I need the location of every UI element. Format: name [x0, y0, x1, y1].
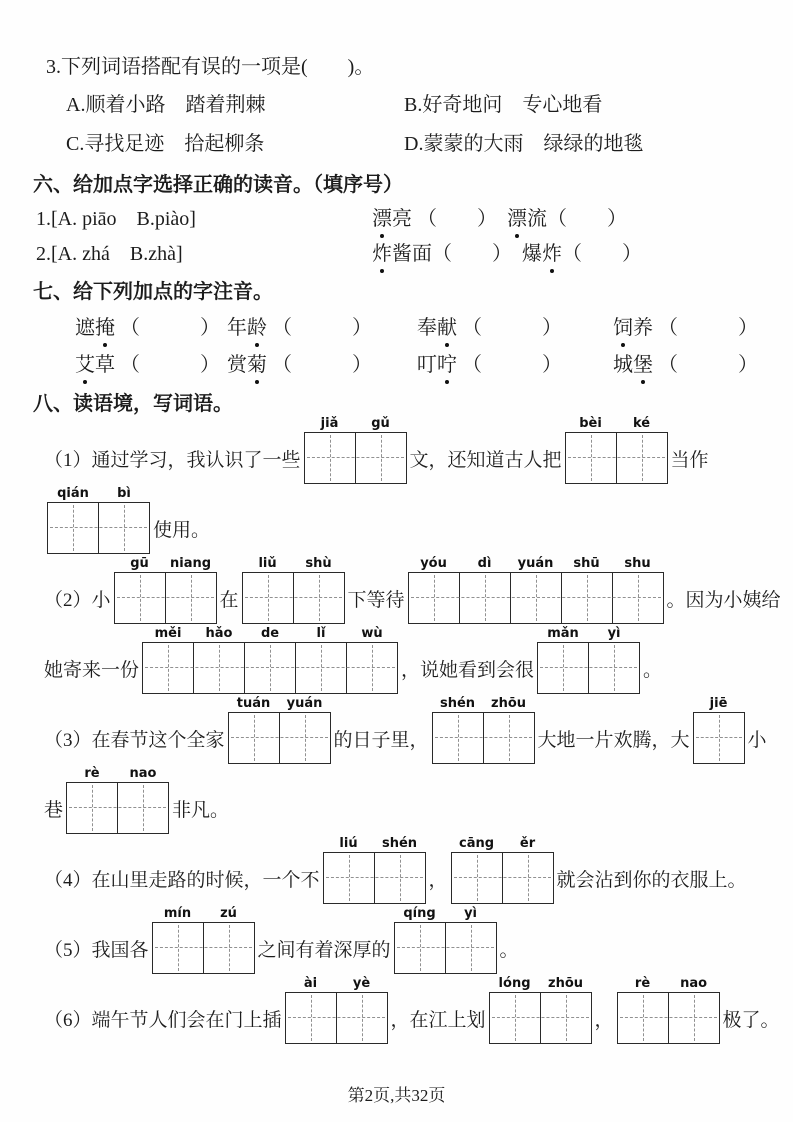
- writing-cell[interactable]: [67, 766, 117, 833]
- pinyin-label: nao: [129, 766, 157, 781]
- pinyin-label: ài: [303, 976, 318, 991]
- pinyin-label: gū: [130, 556, 149, 571]
- annotate-item: [417, 314, 613, 342]
- text-run: 奉: [417, 317, 437, 339]
- pinyin-label: nao: [680, 976, 708, 991]
- writing-cell[interactable]: [336, 976, 387, 1043]
- dotted-character: 堡: [633, 351, 653, 379]
- writing-cell[interactable]: [374, 836, 425, 903]
- text-run: （6）端午节人们会在门上插: [44, 1009, 282, 1031]
- pinyin-label: shù: [305, 556, 332, 571]
- writing-boxes-rè-nao[interactable]: [66, 766, 169, 834]
- pinyin-label: shén: [381, 836, 418, 851]
- pinyin-label: bì: [117, 486, 131, 501]
- pinyin-label: liú: [339, 836, 358, 851]
- writing-cell[interactable]: [540, 976, 591, 1043]
- dotted-character: 献: [437, 314, 457, 342]
- text-run: （ ）: [267, 354, 372, 376]
- writing-cell[interactable]: [618, 976, 668, 1043]
- pinyin-label: yì: [464, 906, 477, 921]
- option-d: D.蒙蒙的大雨 绿绿的地毯: [404, 133, 644, 155]
- pinyin-label: yè: [352, 976, 371, 991]
- text-run: 年: [227, 317, 247, 339]
- writing-cell[interactable]: [566, 416, 616, 483]
- writing-cell[interactable]: [193, 626, 244, 693]
- text-run: 遮: [75, 317, 95, 339]
- annotate-item: [227, 351, 417, 379]
- pinyin-label: yuán: [517, 556, 554, 571]
- writing-cell[interactable]: [115, 556, 165, 623]
- fill-in-line: [44, 486, 755, 563]
- text-run: （1）通过学习，我认识了一些: [44, 449, 301, 471]
- writing-cell[interactable]: [153, 906, 203, 973]
- writing-boxes-rè-nao[interactable]: [617, 976, 720, 1044]
- pinyin-label: qíng: [403, 906, 436, 921]
- text-run: （5）我国各: [44, 939, 149, 961]
- writing-cell[interactable]: [143, 626, 193, 693]
- pronunciation-row: [36, 206, 755, 233]
- section-8-lines: [40, 416, 781, 1053]
- text-run: 当作: [670, 449, 709, 471]
- text-run: 极了。: [722, 1009, 780, 1031]
- writing-cell[interactable]: [48, 486, 98, 553]
- dotted-character: 炸: [372, 241, 392, 268]
- writing-cell[interactable]: [244, 626, 295, 693]
- fill-in-line: [44, 836, 755, 913]
- writing-cell[interactable]: [203, 906, 254, 973]
- text-run: 的日子里，: [333, 729, 429, 751]
- annotate-item: [227, 314, 417, 342]
- pinyin-label: shén: [439, 696, 476, 711]
- pinyin-label: dì: [477, 556, 492, 571]
- writing-cell[interactable]: [538, 626, 588, 693]
- words-with-blanks: [372, 206, 627, 233]
- text-run: 巷: [44, 799, 64, 821]
- text-run: （ ）: [115, 317, 220, 339]
- annotate-row: [40, 351, 758, 379]
- text-run: 酱面（ ） 爆: [392, 243, 542, 265]
- pinyin-label: ěr: [519, 836, 536, 851]
- writing-cell[interactable]: [305, 416, 355, 483]
- text-run: 草 （ ）: [95, 354, 220, 376]
- writing-cell[interactable]: [510, 556, 561, 623]
- writing-cell[interactable]: [433, 696, 483, 763]
- text-run: （4）在山里走路的时候，一个不: [44, 869, 320, 891]
- writing-cell[interactable]: [295, 626, 346, 693]
- text-run: 。: [499, 939, 519, 961]
- writing-cell[interactable]: [293, 556, 344, 623]
- section-6-heading: 六、给加点字选择正确的读音。（填序号）: [33, 174, 403, 196]
- pronunciation-row: [36, 241, 755, 268]
- text-run: 叮: [417, 354, 437, 376]
- writing-boxes-mǎn-yì[interactable]: [537, 626, 640, 694]
- section-6-rows: [36, 206, 755, 268]
- writing-cell[interactable]: [286, 976, 336, 1043]
- annotate-item: [613, 351, 758, 379]
- pinyin-label: ké: [632, 416, 651, 431]
- pinyin-label: liǔ: [258, 556, 277, 571]
- pinyin-label: yóu: [420, 556, 447, 571]
- writing-cell[interactable]: [324, 836, 374, 903]
- annotate-item: [417, 351, 613, 379]
- dotted-character: 艾: [75, 351, 95, 379]
- section-7-heading: 七、给下列加点的字注音。: [33, 281, 273, 303]
- text-run: 。因为小姨给: [666, 589, 781, 611]
- annotate-item: [75, 314, 227, 342]
- dotted-character: 炸: [542, 241, 562, 268]
- page-number: 第2页,共32页: [347, 1086, 446, 1105]
- annotate-item: [613, 314, 758, 342]
- section-8-heading: 八、读语境，写词语。: [33, 393, 233, 415]
- words-with-blanks: [372, 241, 642, 268]
- writing-boxes-gū-niang[interactable]: [114, 556, 217, 624]
- text-run: （ ）: [267, 317, 372, 339]
- text-run: 大地一片欢腾，大: [537, 729, 690, 751]
- writing-cell[interactable]: [588, 626, 639, 693]
- text-run: 使用。: [153, 519, 211, 541]
- writing-cell[interactable]: [346, 626, 397, 693]
- dotted-character: 饲: [613, 314, 633, 342]
- text-run: （ ）: [653, 354, 758, 376]
- text-run: （ ）: [457, 317, 562, 339]
- writing-cell[interactable]: [445, 906, 496, 973]
- writing-boxes-ài-yè[interactable]: [285, 976, 388, 1044]
- pinyin-label: jiē: [709, 696, 728, 711]
- pinyin-label: shū: [573, 556, 600, 571]
- writing-boxes-liǔ-shù[interactable]: [242, 556, 345, 624]
- pinyin-label: mín: [163, 906, 192, 921]
- writing-cell[interactable]: [98, 486, 149, 553]
- writing-boxes-cāng-ěr[interactable]: [451, 836, 554, 904]
- text-run: 流（ ）: [527, 208, 627, 230]
- writing-boxes-liú-shén[interactable]: [323, 836, 426, 904]
- dotted-character: 菊: [247, 351, 267, 379]
- text-run: 下等待: [347, 589, 405, 611]
- pinyin-label: mǎn: [547, 626, 579, 641]
- fill-in-line: [44, 906, 755, 983]
- writing-cell[interactable]: [355, 416, 406, 483]
- option-b: B.好奇地问 专心地看: [404, 94, 603, 116]
- pinyin-label: měi: [154, 626, 182, 641]
- pinyin-label: yì: [607, 626, 621, 641]
- pinyin-label: shu: [624, 556, 651, 571]
- text-run: 非凡。: [172, 799, 230, 821]
- pinyin-label: rè: [84, 766, 100, 781]
- writing-boxes-qíng-yì[interactable]: [394, 906, 497, 974]
- text-run: 就会沾到你的衣服上。: [556, 869, 747, 891]
- pinyin-label: qián: [57, 486, 89, 501]
- pinyin-label: niang: [169, 556, 212, 571]
- fill-in-line: [44, 556, 781, 633]
- text-run: ，在江上划: [390, 1009, 486, 1031]
- fill-in-line: [44, 696, 767, 773]
- writing-cell[interactable]: [668, 976, 719, 1043]
- fill-in-line: [44, 766, 755, 843]
- pinyin-label: lóng: [498, 976, 531, 991]
- writing-cell[interactable]: [117, 766, 168, 833]
- writing-boxes-yóu-dì-yuán-shū-shu[interactable]: [408, 556, 664, 624]
- text-run: （ ）: [457, 354, 562, 376]
- writing-boxes-měi-hǎo-de-lǐ-wù[interactable]: [142, 626, 398, 694]
- writing-cell[interactable]: [490, 976, 540, 1043]
- question-3-options: [40, 92, 755, 157]
- pinyin-label: jiǎ: [320, 416, 339, 431]
- writing-boxes-tuán-yuán[interactable]: [228, 696, 331, 764]
- dotted-character: 漂: [507, 206, 527, 233]
- writing-cell[interactable]: [502, 836, 553, 903]
- fill-in-line: [44, 416, 755, 493]
- writing-boxes-jiē[interactable]: [693, 696, 745, 764]
- text-run: 。: [643, 659, 663, 681]
- writing-cell[interactable]: [452, 836, 502, 903]
- writing-boxes-jiǎ-gǔ[interactable]: [304, 416, 407, 484]
- pinyin-label: zú: [220, 906, 237, 921]
- writing-cell[interactable]: [409, 556, 459, 623]
- pinyin-label: bèi: [579, 416, 602, 431]
- writing-cell[interactable]: [165, 556, 216, 623]
- writing-boxes-lóng-zhōu[interactable]: [489, 976, 592, 1044]
- text-run: 养 （ ）: [633, 317, 758, 339]
- dotted-character: 掩: [95, 314, 115, 342]
- pinyin-label: rè: [634, 976, 651, 991]
- choice-bracket: 1.[A. piāo B.piào]: [36, 208, 196, 230]
- writing-cell[interactable]: [229, 696, 279, 763]
- writing-boxes-bèi-ké[interactable]: [565, 416, 668, 484]
- text-run: 赏: [227, 354, 247, 376]
- text-run: 小: [747, 729, 767, 751]
- text-run: 文，还知道古人把: [409, 449, 562, 471]
- pinyin-label: hǎo: [205, 626, 233, 641]
- pinyin-label: yuán: [286, 696, 323, 711]
- writing-boxes-qián-bì[interactable]: [47, 486, 150, 554]
- writing-cell[interactable]: [459, 556, 510, 623]
- pinyin-label: de: [260, 626, 280, 641]
- text-run: 之间有着深厚的: [257, 939, 391, 961]
- pinyin-label: zhōu: [548, 976, 584, 991]
- writing-cell[interactable]: [612, 556, 663, 623]
- writing-cell[interactable]: [395, 906, 445, 973]
- pinyin-label: cāng: [459, 836, 495, 851]
- fill-in-line: [44, 976, 780, 1053]
- writing-cell[interactable]: [561, 556, 612, 623]
- writing-cell[interactable]: [279, 696, 330, 763]
- text-run: 她寄来一份: [44, 659, 140, 681]
- section-7-rows: [40, 314, 758, 379]
- text-run: ，: [428, 869, 448, 891]
- dotted-character: 咛: [437, 351, 457, 379]
- text-run: 城: [613, 354, 633, 376]
- text-run: 亮 （ ）: [392, 208, 507, 230]
- pinyin-label: wù: [361, 626, 383, 641]
- annotate-row: [40, 314, 758, 342]
- pinyin-label: gǔ: [371, 416, 390, 431]
- writing-boxes-shén-zhōu[interactable]: [432, 696, 535, 764]
- writing-cell[interactable]: [483, 696, 534, 763]
- annotate-item: [75, 351, 227, 379]
- text-run: （2）小: [44, 589, 111, 611]
- pinyin-label: tuán: [236, 696, 271, 711]
- option-a: A.顺着小路 踏着荆棘: [66, 94, 266, 116]
- dotted-character: 龄: [247, 314, 267, 342]
- writing-boxes-mín-zú[interactable]: [152, 906, 255, 974]
- text-run: ，: [594, 1009, 614, 1031]
- text-run: 在: [219, 589, 239, 611]
- option-c: C.寻找足迹 拾起柳条: [66, 133, 265, 155]
- fill-in-line: [44, 626, 755, 703]
- dotted-character: 漂: [372, 206, 392, 233]
- text-run: ，说她看到会很: [401, 659, 535, 681]
- writing-cell[interactable]: [243, 556, 293, 623]
- choice-bracket: 2.[A. zhá B.zhà]: [36, 243, 183, 265]
- pinyin-label: zhōu: [491, 696, 527, 711]
- writing-cell[interactable]: [616, 416, 667, 483]
- writing-cell[interactable]: [694, 696, 744, 763]
- question-3-title: 3.下列词语搭配有误的一项是( )。: [46, 56, 375, 78]
- pinyin-label: lǐ: [316, 626, 326, 641]
- text-run: （ ）: [562, 243, 642, 265]
- text-run: （3）在春节这个全家: [44, 729, 225, 751]
